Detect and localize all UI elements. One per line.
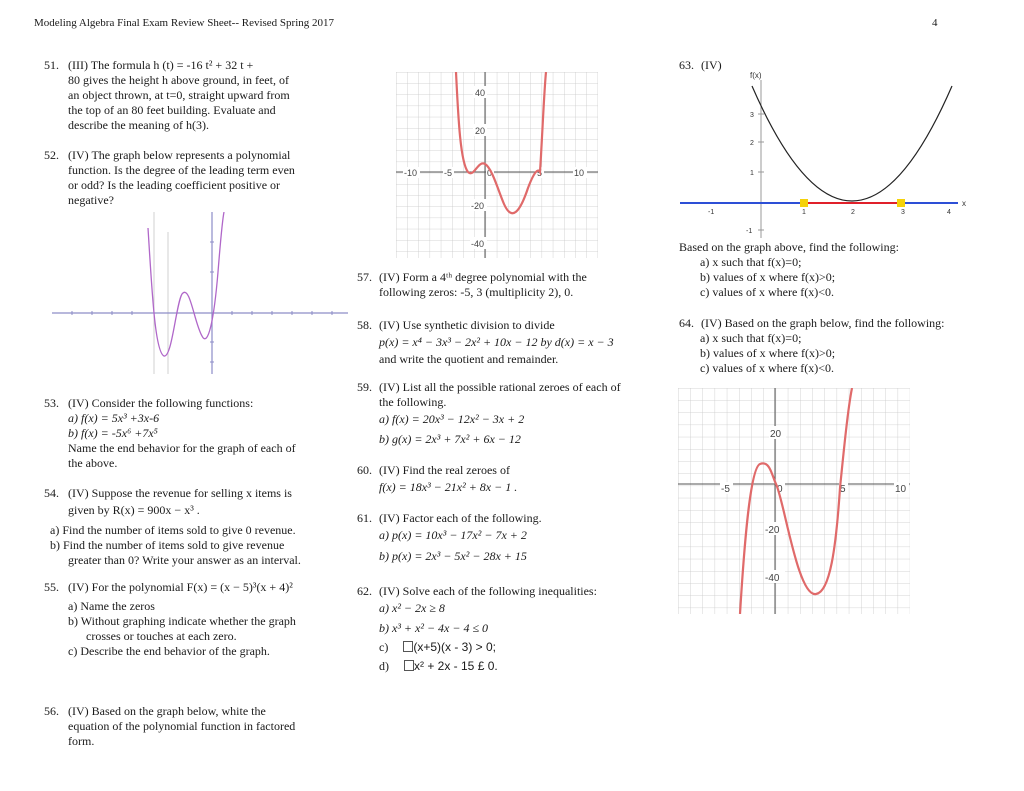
y-tick-label: -1 xyxy=(746,228,753,235)
question-61 xyxy=(357,511,657,564)
question-line: f(x) = 18x³ − 21x² + 8x − 1 . xyxy=(379,480,518,494)
question-line: (IV) Consider the following functions: xyxy=(68,396,254,410)
question-number: 57. xyxy=(357,270,372,284)
question-line: and write the quotient and remainder. xyxy=(379,352,559,366)
question-56 xyxy=(44,704,344,749)
x-axis-label: x xyxy=(962,199,966,208)
x-tick-label: 4 xyxy=(947,209,951,216)
question-line: an object thrown, at t=0, straight upward from xyxy=(68,88,290,102)
y-tick-label: 20 xyxy=(770,429,782,440)
question-line: (IV) Form a 4ᵗʰ degree polynomial with the xyxy=(379,270,587,284)
zero-marker xyxy=(800,199,808,207)
x-tick-label: 5 xyxy=(537,168,543,178)
question-number: 54. xyxy=(44,486,59,500)
y-tick-label: 20 xyxy=(475,126,486,136)
part-a: a) Name the zeros xyxy=(68,599,155,613)
part-label: d) xyxy=(379,659,389,673)
question-line: the above. xyxy=(68,456,118,470)
x-tick-label: -5 xyxy=(721,484,730,495)
question-number: 53. xyxy=(44,396,59,410)
x-tick-label: 10 xyxy=(895,484,907,495)
zero-marker xyxy=(897,199,905,207)
question-line: 80 gives the height h above ground, in feet, of xyxy=(68,73,289,87)
graph-63 xyxy=(680,66,980,238)
x-tick-label: 1 xyxy=(802,209,806,216)
polynomial-curve-52 xyxy=(148,212,224,356)
question-line: function. Is the degree of the leading term even xyxy=(68,163,295,177)
question-line: p(x) = x⁴ − 3x³ − 2x² + 10x − 12 by d(x) = x − 3 xyxy=(379,335,614,349)
question-line: (IV) Suppose the revenue for selling x items is xyxy=(68,486,292,500)
x-tick-label: 0 xyxy=(487,168,493,178)
part-a: a) x² − 2x ≥ 8 xyxy=(379,601,445,615)
graph-52 xyxy=(52,212,348,374)
part-d-expression: x² + 2x - 15 £ 0. xyxy=(414,659,498,673)
placeholder-glyph-icon xyxy=(403,641,413,652)
x-tick-label: 5 xyxy=(840,484,846,495)
question-line: (IV) The graph below represents a polynomial xyxy=(68,148,291,162)
question-line: negative? xyxy=(68,193,114,207)
y-tick-label: -20 xyxy=(471,201,485,211)
question-63-body xyxy=(679,240,999,300)
y-tick-label: 40 xyxy=(475,88,486,98)
part-a: a) Find the number of items sold to give 0 revenue. xyxy=(50,523,296,537)
question-number: 60. xyxy=(357,463,372,477)
x-tick-label: -10 xyxy=(404,168,418,178)
question-59 xyxy=(357,380,657,447)
question-line: (III) The formula h (t) = -16 t² + 32 t + xyxy=(68,58,254,72)
question-number: 64. xyxy=(679,316,694,330)
y-tick-label: -20 xyxy=(765,525,780,536)
question-number: 56. xyxy=(44,704,59,718)
question-52 xyxy=(44,148,344,208)
question-number: 59. xyxy=(357,380,372,394)
part-a: a) p(x) = 10x³ − 17x² − 7x + 2 xyxy=(379,528,527,542)
x-tick-label: 3 xyxy=(901,209,905,216)
part-label: c) xyxy=(379,640,389,654)
part-b: b) x³ + x² − 4x − 4 ≤ 0 xyxy=(379,621,489,635)
question-line: following zeros: -5, 3 (multiplicity 2), 0. xyxy=(379,285,574,299)
x-tick-label: -1 xyxy=(708,209,715,216)
question-line: describe the meaning of h(3). xyxy=(68,118,209,132)
question-number: 52. xyxy=(44,148,59,162)
part-c: c) values of x where f(x)<0. xyxy=(700,285,835,299)
part-c-expression: (x+5)(x - 3) > 0; xyxy=(413,640,497,654)
part-b-continued: crosses or touches at each zero. xyxy=(86,629,237,643)
question-title: (IV) xyxy=(701,58,722,72)
page-number: 4 xyxy=(932,17,938,29)
question-55 xyxy=(44,580,354,659)
y-tick-label: -40 xyxy=(765,573,780,584)
question-line: (IV) Based on the graph below, find the following: xyxy=(701,316,945,330)
question-line: (IV) List all the possible rational zeroes of each of xyxy=(379,380,621,394)
question-number: 63. xyxy=(679,58,694,72)
question-number: 51. xyxy=(44,58,59,72)
question-line: form. xyxy=(68,734,95,748)
part-a: a) x such that f(x)=0; xyxy=(700,331,802,345)
tick-marks xyxy=(72,242,332,362)
part-a: a) x such that f(x)=0; xyxy=(700,255,802,269)
question-line: (IV) Solve each of the following inequalities: xyxy=(379,584,597,598)
question-51 xyxy=(44,58,344,133)
part-a: a) f(x) = 20x³ − 12x² − 3x + 2 xyxy=(379,412,525,426)
question-64 xyxy=(679,316,999,376)
question-prompt: Based on the graph above, find the following: xyxy=(679,240,899,254)
question-line: (IV) Find the real zeroes of xyxy=(379,463,510,477)
part-b: b) Without graphing indicate whether the graph xyxy=(68,614,296,628)
x-tick-label: 10 xyxy=(574,168,585,178)
question-line: (IV) Use synthetic division to divide xyxy=(379,318,555,332)
grid-52 xyxy=(154,212,168,374)
x-tick-label: -5 xyxy=(444,168,453,178)
part-b: b) values of x where f(x)>0; xyxy=(700,270,836,284)
question-line: Name the end behavior for the graph of each of xyxy=(68,441,296,455)
placeholder-glyph-icon xyxy=(404,660,414,671)
y-tick-label: -40 xyxy=(471,239,485,249)
function-a: a) f(x) = 5x³ +3x-6 xyxy=(68,411,160,425)
part-b: b) p(x) = 2x³ − 5x² − 28x + 15 xyxy=(379,549,527,563)
question-line: or odd? Is the leading coefficient positive or xyxy=(68,178,281,192)
question-line: (IV) Based on the graph below, white the xyxy=(68,704,266,718)
question-62 xyxy=(357,584,657,674)
question-54 xyxy=(44,486,344,568)
part-c: c) values of x where f(x)<0. xyxy=(700,361,835,375)
question-line: (IV) For the polynomial F(x) = (x − 5)³(x + 4)² xyxy=(68,580,293,594)
header-title: Modeling Algebra Final Exam Review Sheet-- Revised Spring 2017 xyxy=(34,17,335,29)
part-c xyxy=(379,640,657,655)
question-53 xyxy=(44,396,344,471)
y-tick-label: 3 xyxy=(750,112,754,119)
question-number: 58. xyxy=(357,318,372,332)
part-d xyxy=(379,659,657,674)
part-b: b) g(x) = 2x³ + 7x² + 6x − 12 xyxy=(379,432,521,446)
question-57 xyxy=(357,270,657,300)
question-line: given by R(x) = 900x − x³ . xyxy=(68,503,200,517)
part-b: b) Find the number of items sold to give revenue xyxy=(50,538,285,552)
x-tick-label: 2 xyxy=(851,209,855,216)
question-line: equation of the polynomial function in factored xyxy=(68,719,296,733)
question-number: 62. xyxy=(357,584,372,598)
part-c: c) Describe the end behavior of the graph. xyxy=(68,644,270,658)
question-number: 55. xyxy=(44,580,59,594)
question-number: 61. xyxy=(357,511,372,525)
question-60 xyxy=(357,463,657,495)
graph-56 xyxy=(396,72,598,258)
question-line: the following. xyxy=(379,395,447,409)
parabola-curve-63 xyxy=(752,86,952,201)
question-line: the top of an 80 feet building. Evaluate and xyxy=(68,103,276,117)
y-tick-label: 2 xyxy=(750,140,754,147)
y-tick-label: 1 xyxy=(750,170,754,177)
question-58 xyxy=(357,318,657,367)
function-b: b) f(x) = -5x⁶ +7x⁵ xyxy=(68,426,158,440)
part-b-continued: greater than 0? Write your answer as an interval. xyxy=(68,553,301,567)
part-b: b) values of x where f(x)>0; xyxy=(700,346,836,360)
question-line: (IV) Factor each of the following. xyxy=(379,511,542,525)
y-axis-label: f(x) xyxy=(750,71,762,80)
graph-64 xyxy=(678,388,910,614)
x-tick-label: 0 xyxy=(777,484,783,495)
